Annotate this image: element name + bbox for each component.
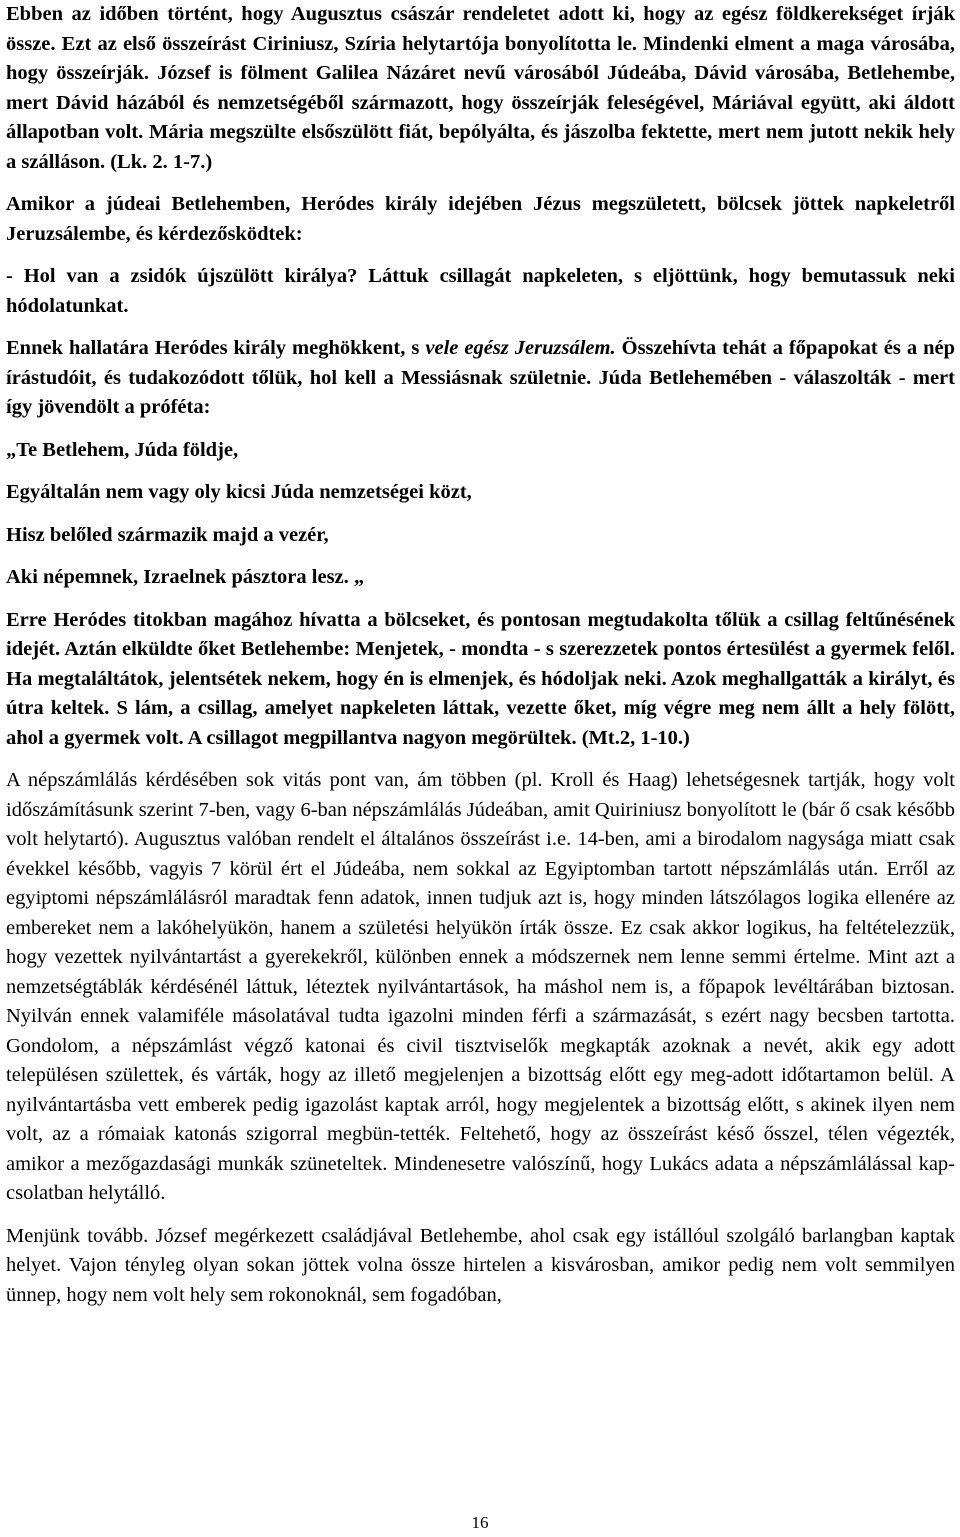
paragraph-census-discussion [6, 766, 955, 1209]
paragraph-luke-census [6, 0, 955, 177]
verse-line [6, 436, 955, 466]
verse-line [6, 563, 955, 593]
text-segment: Összehívta tehát a főpapokat és a nép írástudóit, és tudakozódott tőlük, hol kell a Messiásnak születnie. Júda Betlehemében - válaszolták - mert így jövendölt a próféta: [6, 337, 955, 418]
text-segment: - Hol van a zsidók újszülött királya? Láttuk csillagát napkeleten, s eljöttünk, hogy bemutassuk neki hódolatunkat. [6, 265, 955, 317]
paragraph-magi-arrival [6, 190, 955, 249]
paragraph-bethlehem-arrival [6, 1222, 955, 1311]
document-page [6, 0, 955, 1310]
paragraph-herod-reaction [6, 334, 955, 423]
paragraph-herod-sends-magi [6, 606, 955, 754]
text-segment: Ebben az időben történt, hogy Augusztus császár rendeletet adott ki, hogy az egész földkerekséget írják össze. Ezt az első összeírást Ciriniusz, Szíria helytartója bonyolította le. Mindenki elment a maga városába, hogy összeírják. József is fölment Galilea Názáret nevű városából Júdeába, Dávid városába, Betlehembe, mert Dávid házából és nemzetségéből származott, hogy összeírják feleségével, Máriával együtt, aki áldott állapotban volt. Mária megszülte elsőszülött fiát, bepólyálta, és jászolba fektette, mert nem jutott nekik hely a szálláson. (Lk. 2. 1-7.) [6, 3, 955, 173]
text-segment: A népszámlálás kérdésében sok vitás pont van, ám többen (pl. Kroll és Haag) lehetségesnek tartják, hogy volt időszámításunk szerint 7-ben, vagy 6-ban népszámlálás Júdeában, amit Quiriniusz bonyolított le (bár ő csak később volt helytartó). Augusztus valóban rendelt el általános összeírást i.e. 14-ben, ami a birodalom nagysága miatt csak évekkel később, vagyis 7 körül ért el Júdeába, nem sokkal az Egyiptomban tartott népszámlálás után. Erről az egyiptomi népszámlálásról maradtak fenn adatok, innen tudjuk azt is, hogy minden látszólagos logika ellenére az embereket nem a lakóhelyükön, hanem a születési helyükön írták össze. Ez csak akkor logikus, ha feltételezzük, hogy vezettek nyilvántartást a gyerekekről, különben ennek a módszernek nem lenne semmi értelme. Mint azt a nemzetségtáblák kérdésénél láttuk, léteztek nyilvántartások, ha máshol nem is, a főpapok levéltárában biztosan. Nyilván ennek valamiféle másolatával tudta igazolni minden férfi a származását, s ezért nagy becsben tartotta. Gondolom, a népszámlást végző katonai és civil tisztviselők megkapták azoknak a nevét, akik egy adott településen születtek, és várták, hogy az illető megjelenjen a bizottság előtt egy meg-adott időtartamon belül. A nyilvántartásba vett emberek pedig igazolást kaptak arról, hogy megjelentek a bizottság előtt, s akinek ilyen nem volt, az a rómaiak katonás szigorral megbün-tették. Feltehető, hogy az összeírást késő ősszel, télen végezték, amikor a mezőgazdasági munkák szüneteltek. Mindenesetre valószínű, hogy Lukács adata a népszámlálással kap-csolatban helytálló. [6, 769, 955, 1204]
text-segment: Menjünk tovább. József megérkezett családjával Betlehembe, ahol csak egy istállóul szolgáló barlangban kaptak helyet. Vajon tényleg olyan sokan jöttek volna össze hirtelen a kisvárosban, amikor pedig nem volt semmilyen ünnep, hogy nem volt hely sem rokonoknál, sem fogadóban, [6, 1224, 955, 1306]
verse-line [6, 521, 955, 551]
page-number: 16 [471, 1513, 489, 1532]
text-segment: Hisz belőled származik majd a vezér, [6, 523, 329, 546]
text-segment: „Te Betlehem, Júda földje, [6, 438, 239, 461]
italic-segment: vele egész Jeruzsálem. [425, 337, 616, 359]
text-segment: Ennek hallatára Heródes király meghökkent, s [6, 337, 426, 359]
text-segment: Egyáltalán nem vagy oly kicsi Júda nemzetségei közt, [6, 481, 472, 503]
paragraph-magi-question [6, 262, 955, 321]
text-segment: Erre Heródes titokban magához hívatta a bölcseket, és pontosan megtudakolta tőlük a csillag feltűnésének idejét. Aztán elküldte őket Betlehembe: Menjetek, - mondta - s szerezzetek pontos értesülést a gyermek felől. Ha megtaláltátok, jelentsétek nekem, hogy én is elmenjek, és hódoljak neki. Azok meghallgatták a királyt, és útra keltek. S lám, a csillag, amelyet napkeleten láttak, vezette őket, míg végre meg nem állt a hely fölött, ahol a gyermek volt. A csillagot megpillantva nagyon megörültek. (Mt.2, 1-10.) [6, 608, 955, 749]
text-segment: Amikor a júdeai Betlehemben, Heródes király idejében Jézus megszületett, bölcsek jöttek napkeletről Jeruzsálembe, és kérdezősködtek: [6, 193, 955, 245]
verse-line [6, 478, 955, 508]
text-segment: Aki népemnek, Izraelnek pásztora lesz. „ [6, 566, 365, 588]
